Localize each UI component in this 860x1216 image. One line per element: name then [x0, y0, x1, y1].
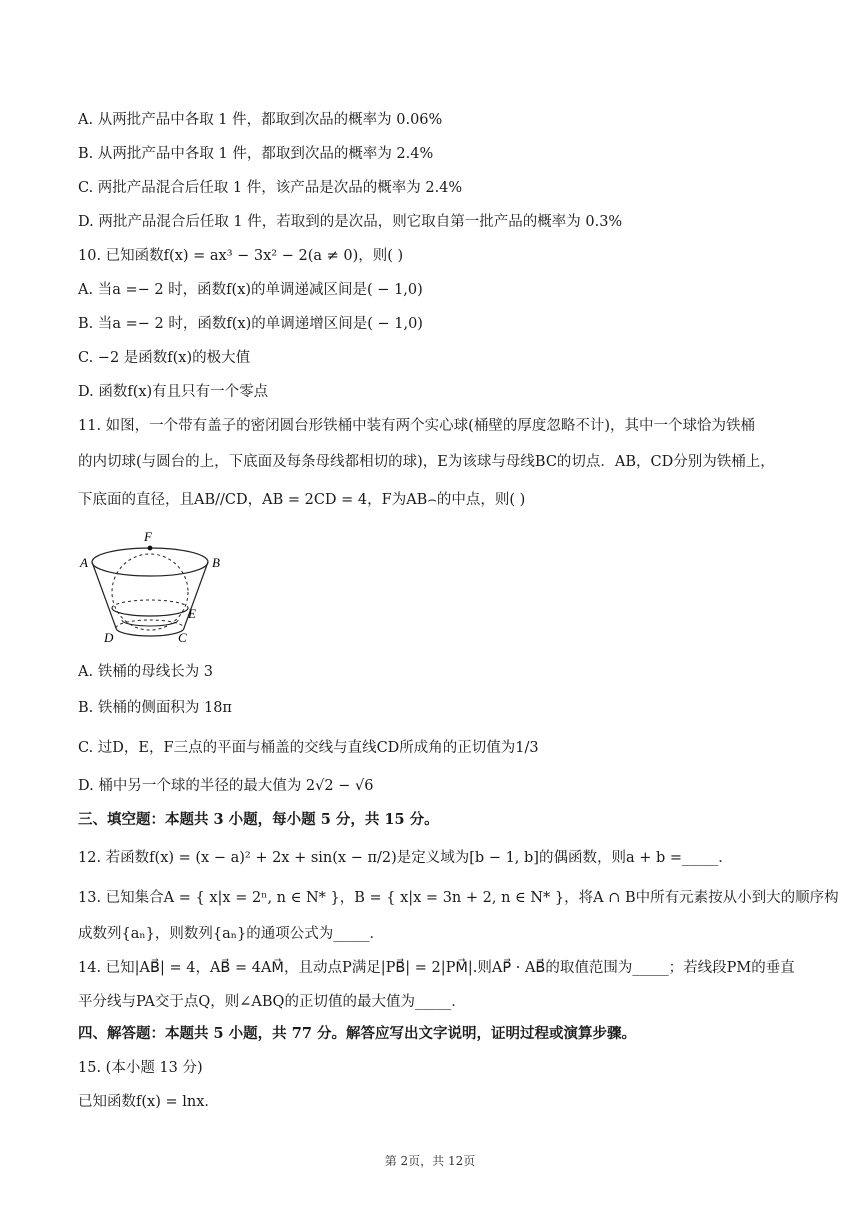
- section-4-heading: 四、解答题：本题共 5 小题，共 77 分。解答应写出文字说明，证明过程或演算步骤。: [78, 1025, 636, 1042]
- q10-option-d: D. 函数f(x)有且只有一个零点: [78, 384, 269, 400]
- q15-header: 15. (本小题 13 分): [78, 1060, 203, 1076]
- label-a: A: [80, 555, 88, 570]
- q10-option-b: B. 当a =− 2 时，函数f(x)的单调递增区间是( − 1,0): [78, 316, 423, 332]
- label-b: B: [212, 555, 220, 570]
- q14-stem-line2: 平分线与PA交于点Q，则∠ABQ的正切值的最大值为_____．: [78, 994, 466, 1010]
- q9-option-c: C. 两批产品混合后任取 1 件，该产品是次品的概率为 2.4%: [78, 180, 463, 196]
- q11-option-a: A. 铁桶的母线长为 3: [78, 664, 214, 680]
- q15-stem: 已知函数f(x) = lnx．: [78, 1094, 219, 1110]
- q11-option-d: D. 桶中另一个球的半径的最大值为 2√2 − √6: [78, 778, 374, 794]
- q11-stem-line1: 11. 如图，一个带有盖子的密闭圆台形铁桶中装有两个实心球(桶壁的厚度忽略不计)，其中一个球恰为铁桶: [78, 418, 755, 434]
- q9-option-a: A. 从两批产品中各取 1 件，都取到次品的概率为 0.06%: [78, 112, 443, 128]
- q11-stem-line2: 的内切球(与圆台的上，下底面及每条母线都相切的球)，E为该球与母线BC的切点．AB，CD分别为铁桶上，: [78, 454, 775, 470]
- q14-stem-line1: 14. 已知|AB⃗| = 4，AB⃗ = 4AM⃗，且动点P满足|PB⃗| = 2|PM⃗|.则AP⃗ · AB⃗的取值范围为_____；若线段PM的垂直: [78, 960, 795, 976]
- label-f: F: [144, 529, 152, 544]
- label-c: C: [178, 630, 187, 645]
- q11-stem-line3: 下底面的直径，且AB//CD，AB = 2CD = 4，F为AB⌢的中点，则( ): [78, 492, 526, 508]
- q11-option-c: C. 过D，E，F三点的平面与桶盖的交线与直线CD所成角的正切值为1/3: [78, 740, 539, 756]
- label-d: D: [104, 630, 114, 645]
- q12-stem: 12. 若函数f(x) = (x − a)² + 2x + sin(x − π/2)是定义域为[b − 1, b]的偶函数，则a + b =_____．: [78, 850, 733, 866]
- q11-option-b: B. 铁桶的侧面积为 18π: [78, 700, 232, 716]
- q9-option-b: B. 从两批产品中各取 1 件，都取到次品的概率为 2.4%: [78, 146, 434, 162]
- q9-option-d: D. 两批产品混合后任取 1 件，若取到的是次品，则它取自第一批产品的概率为 0.3%: [78, 214, 623, 230]
- q13-stem-line2: 成数列{aₙ}，则数列{aₙ}的通项公式为_____．: [78, 926, 384, 942]
- q10-option-a: A. 当a =− 2 时，函数f(x)的单调递减区间是( − 1,0): [78, 282, 423, 298]
- q10-stem: 10. 已知函数f(x) = ax³ − 3x² − 2(a ≠ 0)，则( ): [78, 248, 404, 264]
- q10-option-c: C. −2 是函数f(x)的极大值: [78, 350, 251, 366]
- q13-stem-line1: 13. 已知集合A = { x|x = 2ⁿ, n ∈ N* }，B = { x|x = 3n + 2, n ∈ N* }，将A ∩ B中所有元素按从小到大的顺序构: [78, 890, 839, 906]
- point-f-marker: [148, 546, 153, 551]
- section-3-heading: 三、填空题：本题共 3 小题，每小题 5 分，共 15 分。: [78, 811, 439, 828]
- label-e: E: [188, 606, 196, 621]
- truncated-cone-figure: [74, 528, 234, 648]
- page-footer: 第 2页，共 12页: [384, 1154, 476, 1168]
